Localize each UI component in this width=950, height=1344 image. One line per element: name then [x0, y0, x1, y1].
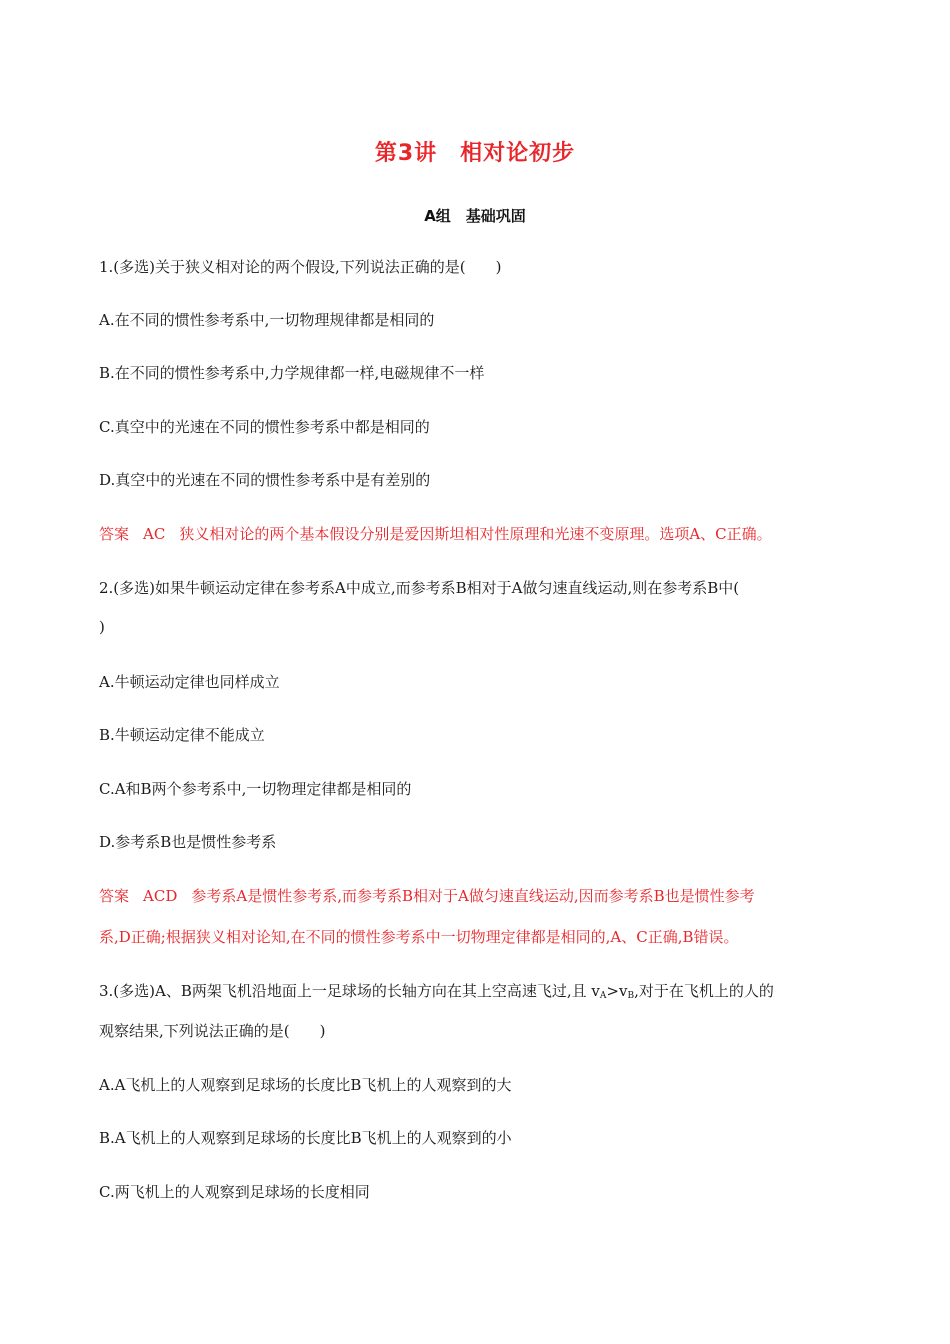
q3-stem-pre: 3.(多选)A、B两架飞机沿地面上一足球场的长轴方向在其上空高速飞过,且 v — [99, 982, 600, 1000]
q2-option-c: C.A和B两个参考系中,一切物理定律都是相同的 — [99, 780, 412, 798]
q2-option-a: A.牛顿运动定律也同样成立 — [99, 673, 280, 691]
q1-answer — [99, 523, 851, 545]
q1-stem: 1.(多选)关于狭义相对论的两个假设,下列说法正确的是( ) — [99, 258, 502, 276]
q3-gt: >v — [606, 982, 628, 1000]
q1-option-c: C.真空中的光速在不同的惯性参考系中都是相同的 — [99, 418, 430, 436]
q3-option-a: A.A飞机上的人观察到足球场的长度比B飞机上的人观察到的大 — [99, 1076, 512, 1094]
q1-explanation: 狭义相对论的两个基本假设分别是爱因斯坦相对性原理和光速不变原理。选项A、C正确。 — [179, 525, 772, 543]
q2-explanation: 参考系A是惯性参考系,而参考系B相对于A做匀速直线运动,因而参考系B也是惯性参考 — [191, 887, 755, 905]
q2-answer — [99, 885, 851, 907]
q2-answer-label: 答案 — [99, 887, 130, 905]
q1-answer-key: AC — [143, 525, 166, 543]
q2-option-d: D.参考系B也是惯性参考系 — [99, 833, 277, 851]
q3-option-b: B.A飞机上的人观察到足球场的长度比B飞机上的人观察到的小 — [99, 1129, 512, 1147]
q1-option-b: B.在不同的惯性参考系中,力学规律都一样,电磁规律不一样 — [99, 364, 485, 382]
q3-sub-b: B — [627, 991, 635, 1001]
lesson-title: 第3讲 相对论初步 — [374, 141, 576, 166]
q3-sub-a: A — [599, 991, 607, 1001]
q2-stem: 2.(多选)如果牛顿运动定律在参考系A中成立,而参考系B相对于A做匀速直线运动,则在参考系B中( — [99, 579, 740, 597]
q3-stem-post: ,对于在飞机上的人的 — [634, 982, 774, 1000]
group-heading: A组 基础巩固 — [424, 207, 526, 225]
q3-stem — [99, 980, 851, 1007]
q2-explanation-cont: 系,D正确;根据狭义相对论知,在不同的惯性参考系中一切物理定律都是相同的,A、C正确,B错误。 — [99, 928, 739, 946]
q2-answer-key: ACD — [143, 887, 178, 905]
q2-stem-end: ) — [99, 618, 105, 636]
q1-answer-label: 答案 — [99, 525, 130, 543]
q3-stem-cont: 观察结果,下列说法正确的是( ) — [99, 1022, 326, 1040]
q2-option-b: B.牛顿运动定律不能成立 — [99, 726, 265, 744]
q1-option-a: A.在不同的惯性参考系中,一切物理规律都是相同的 — [99, 311, 435, 329]
q3-option-c: C.两飞机上的人观察到足球场的长度相同 — [99, 1183, 370, 1201]
q1-option-d: D.真空中的光速在不同的惯性参考系中是有差别的 — [99, 471, 431, 489]
